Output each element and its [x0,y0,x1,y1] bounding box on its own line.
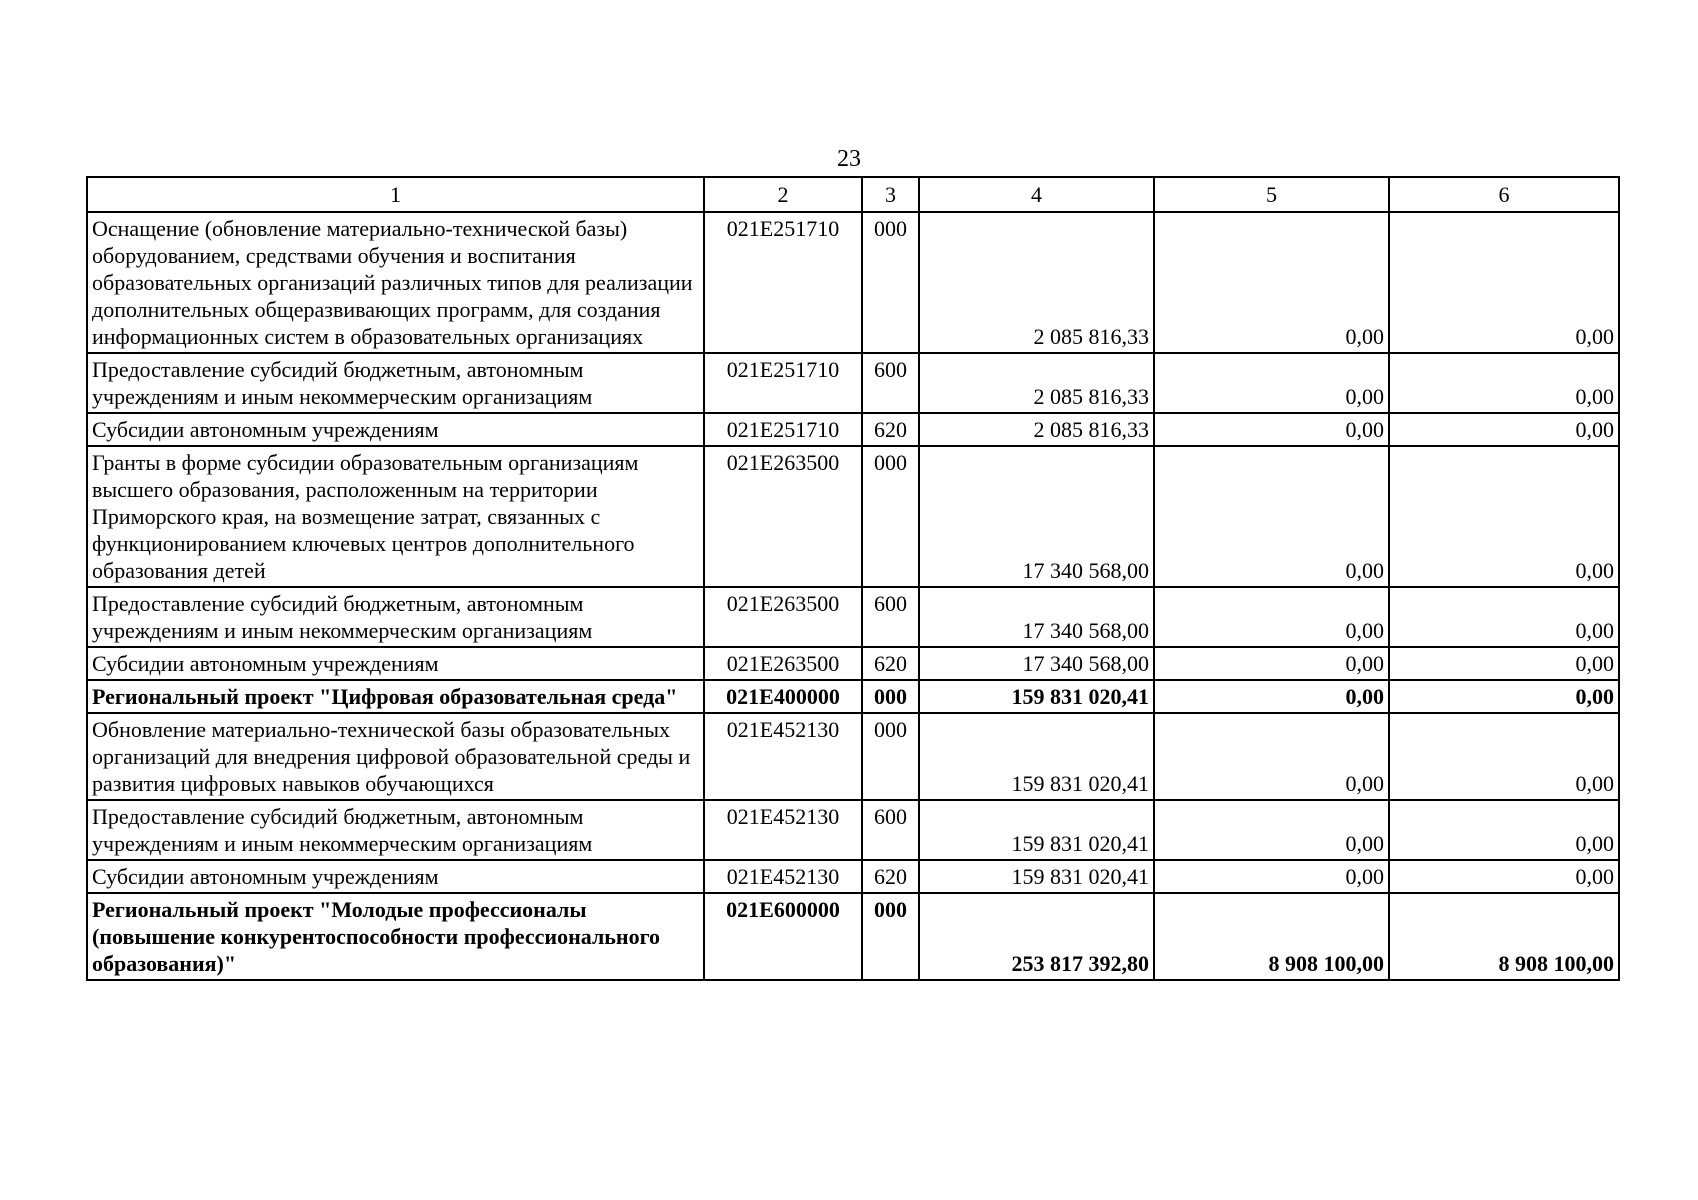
amount-col5-cell: 0,00 [1154,212,1389,353]
table-row [87,893,1619,980]
target-code-cell: 021E452130 [704,713,862,800]
row-name-cell: Субсидии автономным учреждениям [87,860,704,893]
header-row [87,177,1619,212]
column-header: 5 [1154,177,1389,212]
expense-type-cell: 600 [862,587,919,647]
target-code-cell: 021E452130 [704,800,862,860]
amount-col5-cell: 0,00 [1154,353,1389,413]
target-code-cell: 021E263500 [704,446,862,587]
row-name-cell: Субсидии автономным учреждениям [87,413,704,446]
table-row [87,212,1619,353]
row-name-cell: Субсидии автономным учреждениям [87,647,704,680]
expense-type-cell: 620 [862,647,919,680]
target-code-cell: 021E263500 [704,647,862,680]
row-name-cell: Предоставление субсидий бюджетным, автономным учреждениям и иным некоммерческим организациям [87,800,704,860]
amount-col6-cell: 0,00 [1389,713,1619,800]
amount-col4-cell: 159 831 020,41 [919,680,1154,713]
amount-col6-cell: 0,00 [1389,353,1619,413]
row-name-cell: Оснащение (обновление материально-технической базы) оборудованием, средствами обучения и воспитания образовательных организаций различных типов для реализации дополнительных общеразвивающих программ, для создания информационных систем в образовательных организациях [87,212,704,353]
column-header: 4 [919,177,1154,212]
amount-col4-cell: 2 085 816,33 [919,413,1154,446]
expense-type-cell: 000 [862,893,919,980]
amount-col6-cell: 0,00 [1389,212,1619,353]
table-row [87,446,1619,587]
amount-col6-cell: 0,00 [1389,587,1619,647]
amount-col6-cell: 0,00 [1389,647,1619,680]
target-code-cell: 021E263500 [704,587,862,647]
expense-type-cell: 600 [862,353,919,413]
amount-col5-cell: 8 908 100,00 [1154,893,1389,980]
amount-col4-cell: 2 085 816,33 [919,212,1154,353]
expense-type-cell: 600 [862,800,919,860]
row-name-cell: Обновление материально-технической базы образовательных организаций для внедрения цифровой образовательной среды и развития цифровых навыков обучающихся [87,713,704,800]
expense-type-cell: 000 [862,212,919,353]
row-name-cell: Предоставление субсидий бюджетным, автономным учреждениям и иным некоммерческим организациям [87,353,704,413]
amount-col5-cell: 0,00 [1154,587,1389,647]
table-row [87,680,1619,713]
table-row [87,353,1619,413]
table-row [87,647,1619,680]
row-name-cell: Предоставление субсидий бюджетным, автономным учреждениям и иным некоммерческим организациям [87,587,704,647]
amount-col4-cell: 253 817 392,80 [919,893,1154,980]
amount-col4-cell: 159 831 020,41 [919,713,1154,800]
amount-col5-cell: 0,00 [1154,680,1389,713]
table-row [87,800,1619,860]
budget-table [86,176,1620,981]
amount-col6-cell: 0,00 [1389,413,1619,446]
amount-col5-cell: 0,00 [1154,860,1389,893]
expense-type-cell: 000 [862,713,919,800]
column-header: 3 [862,177,919,212]
row-name-cell: Региональный проект "Молодые профессионалы (повышение конкурентоспособности профессионального образования)" [87,893,704,980]
page-number: 23 [837,146,861,172]
target-code-cell: 021E600000 [704,893,862,980]
target-code-cell: 021E452130 [704,860,862,893]
amount-col4-cell: 17 340 568,00 [919,587,1154,647]
amount-col6-cell: 0,00 [1389,446,1619,587]
row-name-cell: Региональный проект "Цифровая образовательная среда" [87,680,704,713]
column-header: 6 [1389,177,1619,212]
target-code-cell: 021E251710 [704,212,862,353]
expense-type-cell: 000 [862,680,919,713]
row-name-cell: Гранты в форме субсидии образовательным организациям высшего образования, расположенным на территории Приморского края, на возмещение затрат, связанных с функционированием ключевых центров дополнительного образования детей [87,446,704,587]
table-row [87,413,1619,446]
amount-col5-cell: 0,00 [1154,713,1389,800]
column-header: 1 [87,177,704,212]
amount-col5-cell: 0,00 [1154,800,1389,860]
target-code-cell: 021E400000 [704,680,862,713]
expense-type-cell: 620 [862,413,919,446]
amount-col6-cell: 8 908 100,00 [1389,893,1619,980]
amount-col4-cell: 2 085 816,33 [919,353,1154,413]
expense-type-cell: 000 [862,446,919,587]
target-code-cell: 021E251710 [704,353,862,413]
amount-col6-cell: 0,00 [1389,800,1619,860]
amount-col4-cell: 17 340 568,00 [919,647,1154,680]
amount-col5-cell: 0,00 [1154,413,1389,446]
table-row [87,713,1619,800]
amount-col5-cell: 0,00 [1154,446,1389,587]
expense-type-cell: 620 [862,860,919,893]
amount-col6-cell: 0,00 [1389,860,1619,893]
column-header: 2 [704,177,862,212]
table-row [87,860,1619,893]
amount-col4-cell: 159 831 020,41 [919,800,1154,860]
amount-col5-cell: 0,00 [1154,647,1389,680]
amount-col6-cell: 0,00 [1389,680,1619,713]
amount-col4-cell: 17 340 568,00 [919,446,1154,587]
target-code-cell: 021E251710 [704,413,862,446]
amount-col4-cell: 159 831 020,41 [919,860,1154,893]
table-row [87,587,1619,647]
